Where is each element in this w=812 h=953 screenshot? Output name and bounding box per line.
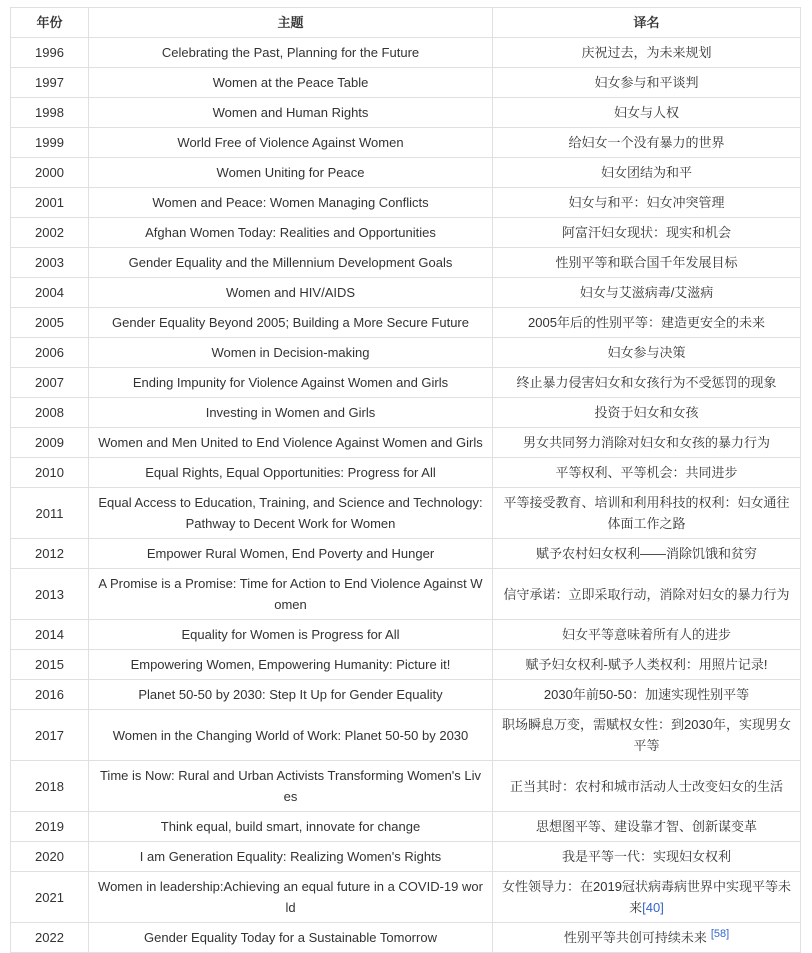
translation-text: 妇女平等意味着所有人的进步 bbox=[561, 627, 731, 642]
theme-cell: Equal Rights, Equal Opportunities: Progress for All bbox=[89, 458, 493, 488]
translation-cell bbox=[493, 458, 801, 488]
translation-text: 思想图平等、建设靠才智、创新谋变革 bbox=[535, 819, 757, 834]
year-cell: 2019 bbox=[11, 812, 89, 842]
table-body bbox=[11, 38, 801, 953]
translation-cell bbox=[493, 620, 801, 650]
theme-cell: Women in leadership:Achieving an equal future in a COVID-19 world bbox=[89, 872, 493, 923]
year-cell: 2005 bbox=[11, 308, 89, 338]
year-cell: 2012 bbox=[11, 539, 89, 569]
theme-cell: Women and HIV/AIDS bbox=[89, 278, 493, 308]
reference-link[interactable]: [58] bbox=[710, 927, 730, 940]
translation-text: 2005年后的性别平等：建造更安全的未来 bbox=[528, 315, 765, 330]
theme-cell: Celebrating the Past, Planning for the Future bbox=[89, 38, 493, 68]
translation-text: 女性领导力：在2019冠状病毒病世界中实现平等未来 bbox=[502, 879, 791, 915]
year-cell: 2020 bbox=[11, 842, 89, 872]
year-cell: 2015 bbox=[11, 650, 89, 680]
translation-text: 赋予农村妇女权利——消除饥饿和贫穷 bbox=[535, 546, 757, 561]
translation-text: 性别平等和联合国千年发展目标 bbox=[555, 255, 738, 270]
translation-cell bbox=[493, 158, 801, 188]
year-cell: 2000 bbox=[11, 158, 89, 188]
table-row bbox=[11, 278, 801, 308]
translation-cell bbox=[493, 278, 801, 308]
theme-cell: Women at the Peace Table bbox=[89, 68, 493, 98]
translation-text: 妇女参与和平谈判 bbox=[594, 75, 699, 90]
translation-cell bbox=[493, 872, 801, 923]
table-row bbox=[11, 68, 801, 98]
translation-cell bbox=[493, 710, 801, 761]
year-cell: 2010 bbox=[11, 458, 89, 488]
year-cell: 2013 bbox=[11, 569, 89, 620]
translation-text: 平等权利、平等机会：共同进步 bbox=[555, 465, 738, 480]
theme-cell: World Free of Violence Against Women bbox=[89, 128, 493, 158]
translation-cell bbox=[493, 488, 801, 539]
translation-text: 投资于妇女和女孩 bbox=[594, 405, 699, 420]
table-row bbox=[11, 710, 801, 761]
translation-text: 阿富汗妇女现状：现实和机会 bbox=[561, 225, 731, 240]
table-row bbox=[11, 218, 801, 248]
year-cell: 1996 bbox=[11, 38, 89, 68]
theme-cell: Women in the Changing World of Work: Planet 50-50 by 2030 bbox=[89, 710, 493, 761]
translation-text: 正当其时：农村和城市活动人士改变妇女的生活 bbox=[509, 778, 783, 794]
translation-text: 终止暴力侵害妇女和女孩行为不受惩罚的现象 bbox=[516, 375, 777, 390]
translation-cell bbox=[493, 761, 801, 812]
translation-text: 信守承诺：立即采取行动，消除对妇女的暴力行为 bbox=[503, 586, 790, 602]
translation-text: 职场瞬息万变，需赋权女性：到2030年，实现男女平等 bbox=[502, 717, 791, 753]
year-cell: 2008 bbox=[11, 398, 89, 428]
theme-cell: Gender Equality Today for a Sustainable Tomorrow bbox=[89, 923, 493, 953]
translation-cell bbox=[493, 128, 801, 158]
header-year: 年份 bbox=[11, 8, 89, 38]
reference-sup bbox=[711, 928, 729, 940]
translation-cell bbox=[493, 569, 801, 620]
table-row bbox=[11, 761, 801, 812]
theme-cell: Time is Now: Rural and Urban Activists Transforming Women's Lives bbox=[89, 761, 493, 812]
year-cell: 2003 bbox=[11, 248, 89, 278]
table-row bbox=[11, 842, 801, 872]
year-cell: 2002 bbox=[11, 218, 89, 248]
womens-day-themes-table bbox=[10, 7, 801, 953]
theme-cell: Afghan Women Today: Realities and Opportunities bbox=[89, 218, 493, 248]
table-row bbox=[11, 539, 801, 569]
table-row bbox=[11, 872, 801, 923]
table-row bbox=[11, 38, 801, 68]
theme-cell: I am Generation Equality: Realizing Women's Rights bbox=[89, 842, 493, 872]
theme-cell: Planet 50-50 by 2030: Step It Up for Gender Equality bbox=[89, 680, 493, 710]
translation-text: 妇女与人权 bbox=[613, 105, 679, 120]
year-cell: 1998 bbox=[11, 98, 89, 128]
translation-text: 给妇女一个没有暴力的世界 bbox=[568, 135, 725, 150]
translation-cell bbox=[493, 680, 801, 710]
year-cell: 2007 bbox=[11, 368, 89, 398]
table-row bbox=[11, 128, 801, 158]
table-header bbox=[11, 8, 801, 38]
translation-text: 性别平等共创可持续未来 bbox=[563, 930, 707, 945]
translation-cell bbox=[493, 218, 801, 248]
year-cell: 2014 bbox=[11, 620, 89, 650]
reference-link[interactable]: [40] bbox=[642, 900, 664, 915]
translation-cell bbox=[493, 842, 801, 872]
header-translation: 译名 bbox=[493, 8, 801, 38]
header-theme: 主题 bbox=[89, 8, 493, 38]
translation-text: 2030年前50-50：加速实现性别平等 bbox=[543, 687, 750, 702]
year-cell: 2001 bbox=[11, 188, 89, 218]
translation-cell bbox=[493, 338, 801, 368]
year-cell: 2009 bbox=[11, 428, 89, 458]
theme-cell: Gender Equality Beyond 2005; Building a More Secure Future bbox=[89, 308, 493, 338]
table-row bbox=[11, 650, 801, 680]
year-cell: 1999 bbox=[11, 128, 89, 158]
translation-text: 我是平等一代：实现妇女权利 bbox=[561, 849, 731, 864]
translation-cell bbox=[493, 650, 801, 680]
translation-text: 庆祝过去，为未来规划 bbox=[581, 45, 712, 60]
translation-cell bbox=[493, 428, 801, 458]
translation-cell bbox=[493, 812, 801, 842]
translation-cell bbox=[493, 368, 801, 398]
year-cell: 2016 bbox=[11, 680, 89, 710]
translation-cell bbox=[493, 923, 801, 953]
table-row bbox=[11, 158, 801, 188]
table-row bbox=[11, 569, 801, 620]
table-row bbox=[11, 620, 801, 650]
translation-cell bbox=[493, 38, 801, 68]
translation-text: 平等接受教育、培训和利用科技的权利：妇女通往体面工作之路 bbox=[503, 495, 790, 531]
table-row bbox=[11, 188, 801, 218]
theme-cell: Women Uniting for Peace bbox=[89, 158, 493, 188]
table-row bbox=[11, 923, 801, 953]
translation-cell bbox=[493, 68, 801, 98]
table-row bbox=[11, 98, 801, 128]
year-cell: 2004 bbox=[11, 278, 89, 308]
theme-cell: Equality for Women is Progress for All bbox=[89, 620, 493, 650]
year-cell: 2006 bbox=[11, 338, 89, 368]
theme-cell: Think equal, build smart, innovate for change bbox=[89, 812, 493, 842]
table-row bbox=[11, 458, 801, 488]
theme-cell: Women and Peace: Women Managing Conflicts bbox=[89, 188, 493, 218]
translation-cell bbox=[493, 539, 801, 569]
table-row bbox=[11, 488, 801, 539]
translation-cell bbox=[493, 248, 801, 278]
year-cell: 2011 bbox=[11, 488, 89, 539]
translation-text: 妇女团结为和平 bbox=[600, 165, 692, 180]
table-row bbox=[11, 338, 801, 368]
theme-cell: Empower Rural Women, End Poverty and Hunger bbox=[89, 539, 493, 569]
table-row bbox=[11, 812, 801, 842]
table-row bbox=[11, 308, 801, 338]
translation-cell bbox=[493, 98, 801, 128]
theme-cell: Women and Men United to End Violence Against Women and Girls bbox=[89, 428, 493, 458]
translation-cell bbox=[493, 308, 801, 338]
theme-cell: Ending Impunity for Violence Against Women and Girls bbox=[89, 368, 493, 398]
year-cell: 2021 bbox=[11, 872, 89, 923]
year-cell: 1997 bbox=[11, 68, 89, 98]
theme-cell: Empowering Women, Empowering Humanity: Picture it! bbox=[89, 650, 493, 680]
translation-cell bbox=[493, 188, 801, 218]
table-row bbox=[11, 368, 801, 398]
theme-cell: Equal Access to Education, Training, and Science and Technology: Pathway to Decent Work for Women bbox=[89, 488, 493, 539]
table-row bbox=[11, 428, 801, 458]
theme-cell: Investing in Women and Girls bbox=[89, 398, 493, 428]
table-row bbox=[11, 398, 801, 428]
translation-cell bbox=[493, 398, 801, 428]
theme-cell: Women and Human Rights bbox=[89, 98, 493, 128]
year-cell: 2018 bbox=[11, 761, 89, 812]
translation-text: 赋予妇女权利-赋予人类权利：用照片记录! bbox=[525, 657, 768, 672]
table-row bbox=[11, 680, 801, 710]
theme-cell: Women in Decision-making bbox=[89, 338, 493, 368]
year-cell: 2022 bbox=[11, 923, 89, 953]
translation-text: 妇女与艾滋病毒/艾滋病 bbox=[579, 285, 714, 300]
translation-text: 男女共同努力消除对妇女和女孩的暴力行为 bbox=[522, 435, 770, 450]
translation-text: 妇女参与决策 bbox=[607, 345, 686, 360]
header-row bbox=[11, 8, 801, 38]
translation-text: 妇女与和平：妇女冲突管理 bbox=[568, 195, 725, 210]
theme-cell: Gender Equality and the Millennium Development Goals bbox=[89, 248, 493, 278]
year-cell: 2017 bbox=[11, 710, 89, 761]
theme-cell: A Promise is a Promise: Time for Action to End Violence Against Women bbox=[89, 569, 493, 620]
table-row bbox=[11, 248, 801, 278]
